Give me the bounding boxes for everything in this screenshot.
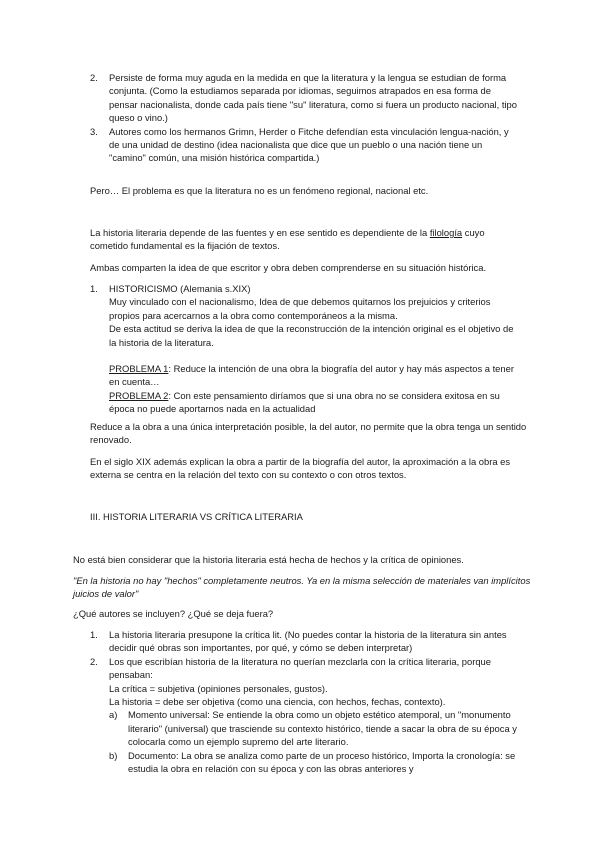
paragraph-no-esta: No está bien considerar que la historia literaria está hecha de hechos y la crítica de opiniones. (73, 554, 464, 565)
sub-item-text: Documento: La obra se analiza como parte de un proceso histórico, Importa la cronología: se estudia la obra en relación con su época y con las obras anteriores y (128, 749, 516, 775)
sub-item-text: Momento universal: Se entiende la obra como un objeto estético atemporal, un "monumento literario" (universal) que trasciende su contexto histórico, tiende a sacar la obra de su época y colocarla como un ejemplo supremo del arte literario. (128, 709, 517, 748)
filologia-link[interactable]: filología (429, 227, 463, 238)
problem-label: PROBLEMA 2 (109, 389, 169, 401)
historicismo-paragraph: Muy vinculado con el nacionalismo, Idea de que debemos quitarnos los prejuicios y criterios propios para acercarnos a la obra como contemporáneos a la misma. (109, 296, 491, 321)
list-item (90, 125, 520, 165)
paragraph-siglo-xix: En el siglo XIX además explican la obra a partir de la biografía del autor, la aproximación a la obra es externa se centra en la relación del texto con su contexto o con otros textos. (90, 456, 511, 481)
problem-2 (109, 389, 520, 416)
historicismo-paragraph: De esta actitud se deriva la idea de que la reconstrucción de la intención original es el objetivo de la historia de la literatura. (109, 323, 514, 348)
section-heading: III. HISTORIA LITERARIA VS CRÍTICA LITERARIA (90, 511, 303, 522)
sub-item-b (109, 749, 518, 776)
list-number: 1. (90, 283, 98, 294)
paragraph-ambas: Ambas comparten la idea de que escritor y obra deben comprenderse en su situación histórica. (90, 262, 487, 273)
problem-1 (109, 362, 520, 389)
list-item (90, 628, 518, 655)
list-number: 2. (90, 72, 98, 83)
critica-line: La crítica = subjetiva (opiniones personales, gustos). (109, 682, 328, 694)
problem-text: : Reduce la intención de una obra la biografía del autor y hay más aspectos a tener en cuenta… (109, 363, 514, 388)
list-item-text: La historia literaria presupone la crítica lit. (No puedes contar la historia de la literatura sin antes decidir qué obras son importantes, por qué, y cómo se deben interpretar) (109, 629, 507, 654)
paragraph-pero: Pero… El problema es que la literatura no es un fenómeno regional, nacional etc. (90, 185, 429, 196)
numbered-list-historicismo (90, 282, 520, 416)
paragraph-reduce: Reduce a la obra a una única interpretación posible, la del autor, no permite que la obra tenga un sentido renovado. (90, 421, 527, 446)
list-number: 1. (90, 629, 98, 640)
list-item (90, 282, 520, 416)
text-run: La historia literaria depende de las fuentes y en ese sentido es dependiente de la (90, 227, 430, 238)
questions: ¿Qué autores se incluyen? ¿Qué se deja fuera? (73, 608, 274, 619)
sub-item-label: b) (109, 749, 118, 761)
historia-line: La historia = debe ser objetiva (como una ciencia, con hechos, fechas, contexto). (109, 696, 446, 708)
numbered-list-historia-critica (90, 628, 518, 775)
problem-label: PROBLEMA 1 (109, 363, 169, 375)
list-item-text: Los que escribían historia de la literatura no querían mezclarla con la crítica literaria, porque pensaban: (109, 655, 491, 681)
historicismo-title: HISTORICISMO (Alemania s.XIX) (109, 283, 251, 294)
list-number: 2. (90, 655, 98, 667)
paragraph-historia-depende (90, 226, 525, 253)
sub-item-a (109, 708, 518, 748)
text-run: cuyo cometido fundamental es la fijación de textos. (90, 227, 485, 252)
quote: "En la historia no hay "hechos" completamente neutros. Ya en la misma selección de materiales van implícitos juicios de valor" (73, 575, 531, 600)
list-item-text: Autores como los hermanos Grimn, Herder o Fitche defendían esta vinculación lengua-nación, y de una unidad de destino (idea nacionalista que dice que un pueblo o una nación tiene un "camino" común, una misión histórica compartida.) (109, 125, 509, 164)
numbered-list-nationalism (90, 71, 520, 165)
sub-item-label: a) (109, 709, 118, 721)
list-item-text: Persiste de forma muy aguda en la medida en que la literatura y la lengua se estudian de forma conjunta. (Como la estudiamos separada por idiomas, seguimos atrapados en esa forma de pensar nacionalista, donde cada país tiene "su" literatura, como si fuera un producto nacional, tipo queso o vino.) (109, 72, 517, 124)
problem-text: : Con este pensamiento diríamos que si una obra no se considera exitosa en su época no puede aportarnos nada en la actualidad (109, 389, 500, 415)
list-item (90, 71, 520, 125)
list-item (90, 655, 518, 776)
list-number: 3. (90, 125, 98, 137)
